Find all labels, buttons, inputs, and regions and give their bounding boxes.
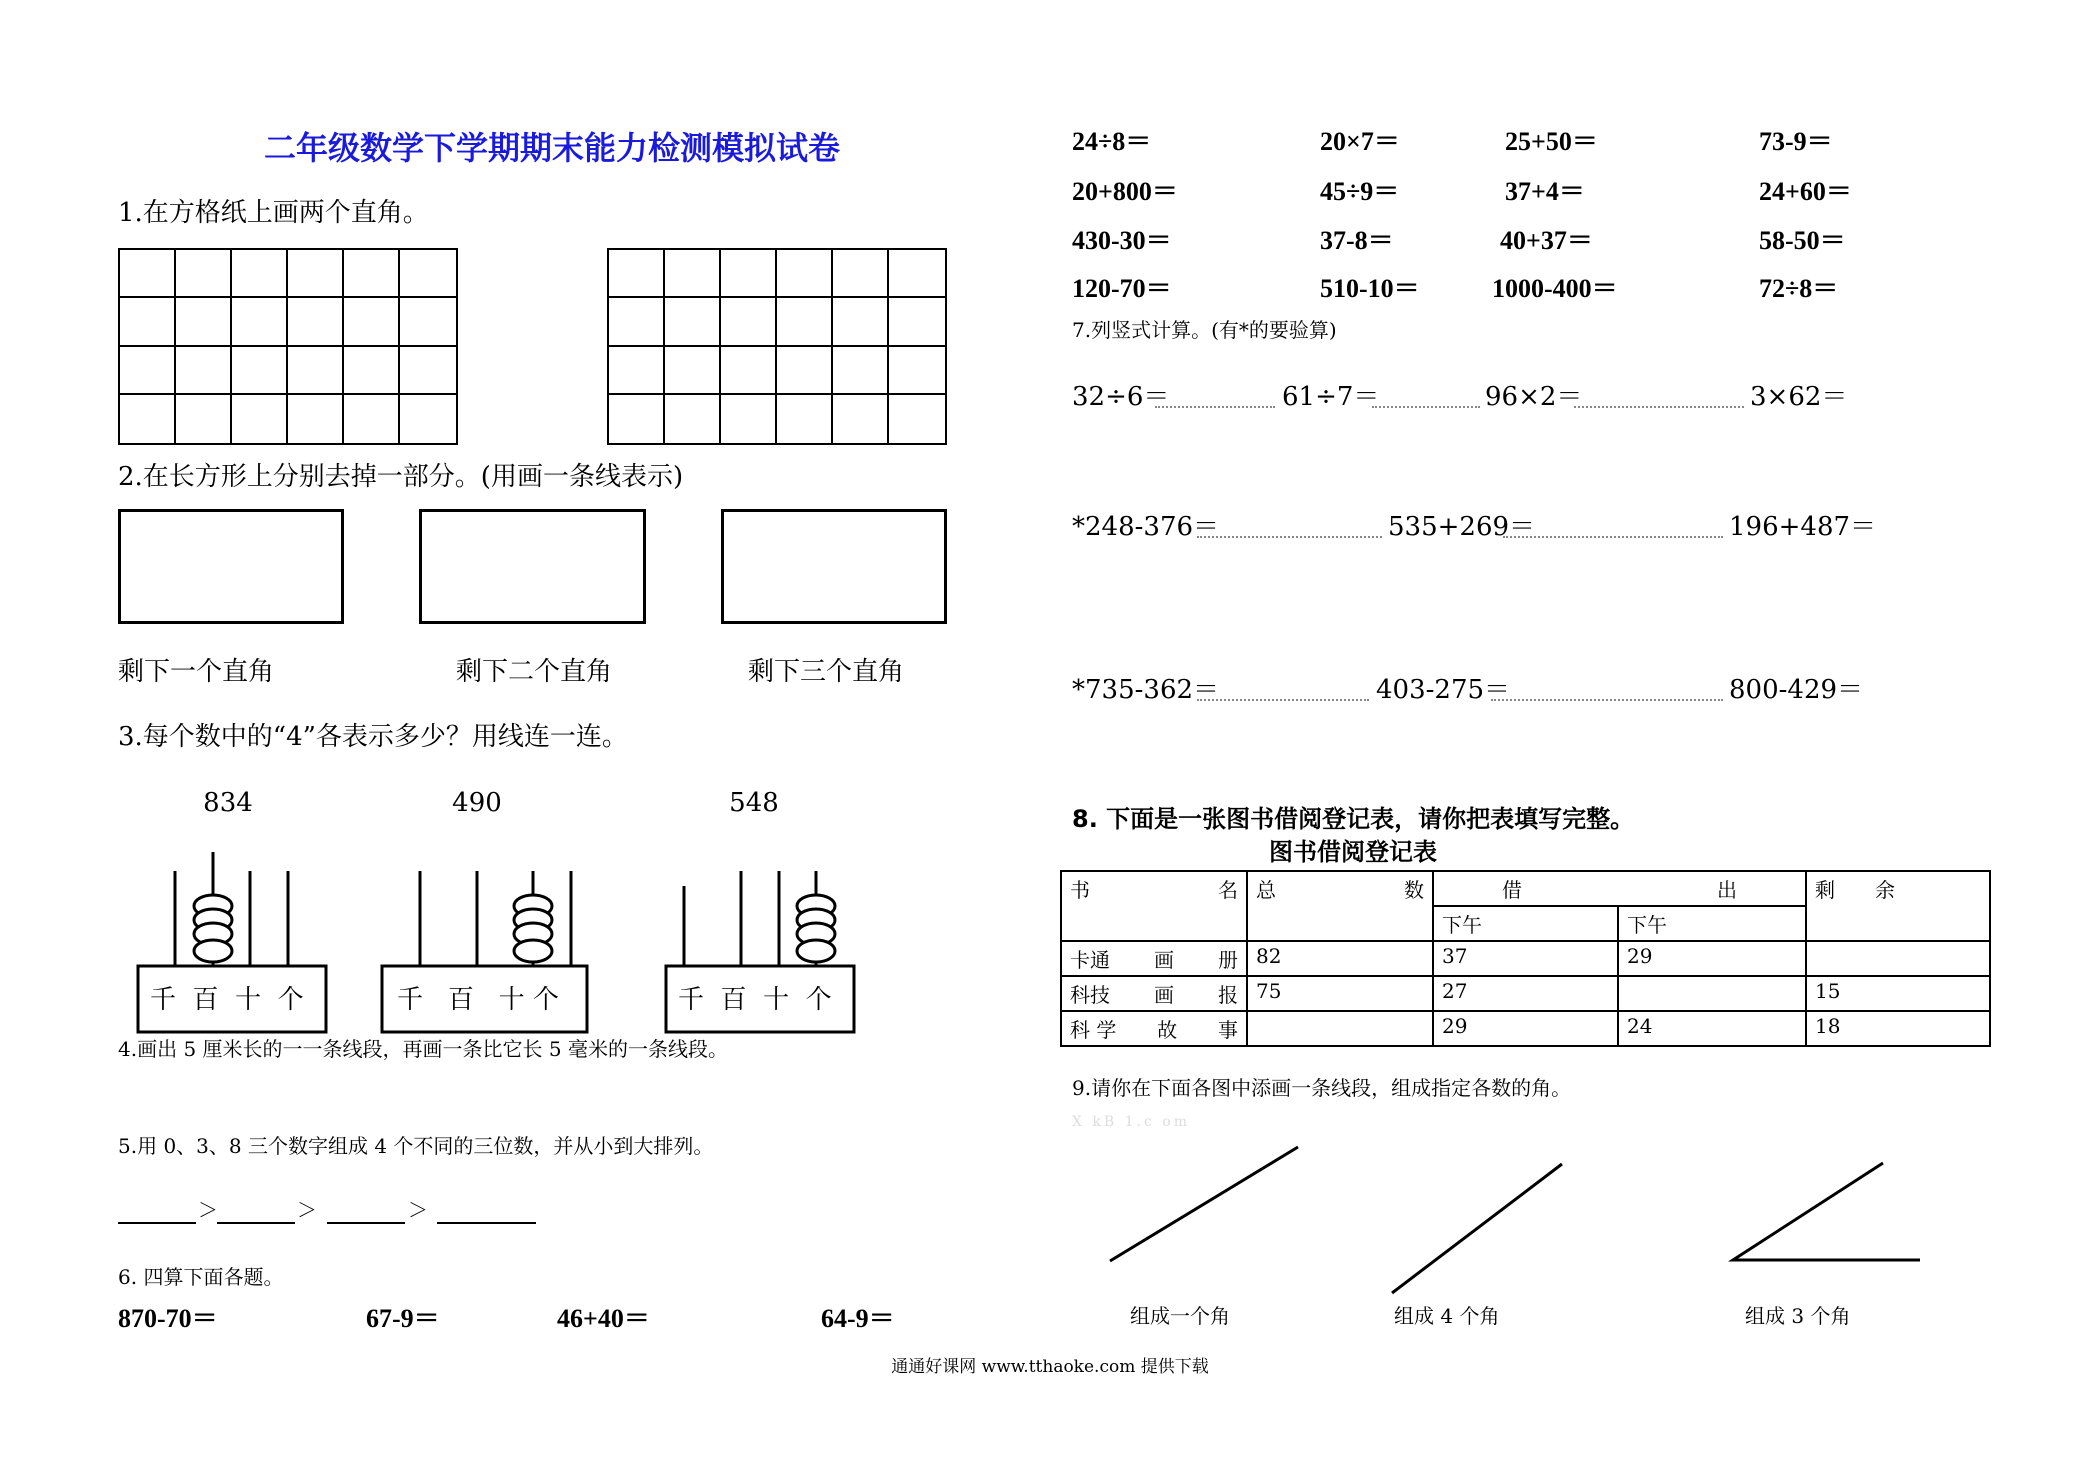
vertical-calc-item: *248-376＝ — [1072, 512, 1220, 542]
angle-label: 组成 4 个角 — [1394, 1304, 1500, 1328]
header-afternoon-1: 下午 — [1433, 906, 1618, 941]
place-tens: 十 — [763, 985, 790, 1015]
answer-blank[interactable] — [118, 1222, 196, 1224]
place-thousands: 千 — [678, 985, 705, 1015]
number-label: 834 — [203, 788, 253, 818]
calc-item: 1000-400＝ — [1492, 274, 1618, 303]
vertical-calc-item: 535+269＝ — [1388, 512, 1536, 542]
watermark: X kB 1.c om — [1072, 1114, 1190, 1130]
rectangle-label: 剩下三个直角 — [748, 657, 905, 687]
dotted-leader — [1503, 536, 1723, 538]
angle-figure-3 — [1733, 1163, 1920, 1260]
cell-borrow-2: 29 — [1618, 941, 1806, 976]
place-thousands: 千 — [397, 985, 424, 1015]
dotted-leader — [1155, 406, 1275, 408]
calc-item: 510-10＝ — [1320, 274, 1420, 303]
cell-remaining[interactable] — [1806, 941, 1990, 976]
header-afternoon-2: 下午 — [1618, 906, 1806, 941]
vertical-calc-item: 32÷6＝ — [1072, 382, 1170, 412]
arithmetic-item: 46+40＝ — [557, 1304, 650, 1333]
page-title: 二年级数学下学期期末能力检测模拟试卷 — [263, 129, 841, 167]
question-5: 5.用 0、3、8 三个数字组成 4 个不同的三位数，并从小到大排列。 — [118, 1134, 714, 1158]
vertical-calc-item: 3×62＝ — [1750, 382, 1848, 412]
greater-than-sign: ＞ — [297, 1198, 317, 1222]
vertical-calc-item: 403-275＝ — [1376, 675, 1511, 705]
calc-item: 73-9＝ — [1759, 127, 1833, 156]
cell-borrow-1: 29 — [1433, 1011, 1618, 1046]
greater-than-sign: ＞ — [198, 1198, 218, 1222]
table-row: 卡通 画 册 82 37 29 — [1061, 941, 1990, 976]
cell-total[interactable]: 82 — [1247, 941, 1433, 976]
table-row: 科 学 故 事 29 24 18 — [1061, 1011, 1990, 1046]
question-3: 3.每个数中的“4”各表示多少？用线连一连。 — [118, 722, 628, 752]
vertical-calc-item: 96×2＝ — [1485, 382, 1583, 412]
vertical-calc-item: *735-362＝ — [1072, 675, 1220, 705]
arithmetic-item: 870-70＝ — [118, 1304, 218, 1333]
calc-item: 20×7＝ — [1320, 127, 1400, 156]
cell-borrow-1: 37 — [1433, 941, 1618, 976]
rectangle-label: 剩下一个直角 — [118, 657, 275, 687]
answer-blank[interactable] — [217, 1222, 295, 1224]
calc-item: 45÷9＝ — [1320, 177, 1400, 206]
question-2: 2.在长方形上分别去掉一部分。(用画一条线表示) — [118, 462, 684, 492]
header-borrowed: 借 出 — [1433, 871, 1806, 906]
calc-item: 24+60＝ — [1759, 177, 1852, 206]
answer-blank[interactable] — [437, 1222, 536, 1224]
cell-borrow-2[interactable] — [1618, 976, 1806, 1011]
place-hundreds: 百 — [447, 985, 474, 1015]
question-9: 9.请你在下面各图中添画一条线段，组成指定各数的角。 — [1072, 1076, 1572, 1100]
cell-remaining: 15 — [1806, 976, 1990, 1011]
header-total: 总 数 — [1247, 871, 1433, 941]
cell-total: 75 — [1247, 976, 1433, 1011]
dotted-leader — [1574, 406, 1744, 408]
place-labels — [397, 987, 559, 1013]
calc-item: 58-50＝ — [1759, 226, 1846, 255]
calc-item: 24÷8＝ — [1072, 127, 1152, 156]
place-hundreds: 百 — [720, 985, 747, 1015]
header-book-name: 书 名 — [1061, 871, 1247, 941]
calc-item: 120-70＝ — [1072, 274, 1172, 303]
place-tens: 十 — [498, 985, 525, 1015]
calc-item: 430-30＝ — [1072, 226, 1172, 255]
cell-borrow-1: 27 — [1433, 976, 1618, 1011]
calc-item: 37-8＝ — [1320, 226, 1394, 255]
place-ones: 个 — [805, 985, 832, 1015]
calc-item: 20+800＝ — [1072, 177, 1178, 206]
table-row: 科技 画 报 75 27 15 — [1061, 976, 1990, 1011]
footer-credit: 通通好课网 www.tthaoke.com 提供下载 — [891, 1357, 1209, 1377]
place-labels — [678, 987, 832, 1013]
table-title: 图书借阅登记表 — [1269, 838, 1437, 866]
answer-blank[interactable] — [327, 1222, 405, 1224]
cell-remaining: 18 — [1806, 1011, 1990, 1046]
cell-total[interactable] — [1247, 1011, 1433, 1046]
calc-item: 37+4＝ — [1505, 177, 1585, 206]
dotted-leader — [1197, 536, 1382, 538]
angle-figure-1-line — [1110, 1147, 1298, 1261]
angle-figure-2-line — [1392, 1164, 1562, 1293]
place-hundreds: 百 — [192, 985, 219, 1015]
place-labels — [150, 987, 304, 1013]
dotted-leader — [1491, 699, 1723, 701]
place-thousands: 千 — [150, 985, 177, 1015]
arithmetic-item: 67-9＝ — [366, 1304, 440, 1333]
question-8: 8. 下面是一张图书借阅登记表，请你把表填写完整。 — [1072, 805, 1635, 833]
angle-label: 组成一个角 — [1130, 1304, 1230, 1328]
question-7: 7.列竖式计算。(有*的要验算) — [1072, 318, 1337, 342]
arithmetic-item: 64-9＝ — [821, 1304, 895, 1333]
place-ones: 个 — [277, 985, 304, 1015]
question-6: 6. 四算下面各题。 — [118, 1265, 284, 1289]
rectangle-label: 剩下二个直角 — [456, 657, 613, 687]
calc-item: 25+50＝ — [1505, 127, 1598, 156]
angle-label: 组成 3 个角 — [1745, 1304, 1851, 1328]
place-ones: 个 — [532, 985, 559, 1015]
number-label: 490 — [452, 788, 502, 818]
dotted-leader — [1372, 406, 1480, 408]
number-label: 548 — [729, 788, 779, 818]
question-1: 1.在方格纸上画两个直角。 — [118, 198, 429, 228]
vertical-calc-item: 800-429＝ — [1729, 675, 1864, 705]
dotted-leader — [1197, 699, 1369, 701]
header-remaining: 剩 余 — [1806, 871, 1990, 941]
vertical-calc-item: 61÷7＝ — [1282, 382, 1380, 412]
question-4: 4.画出 5 厘米长的一一条线段，再画一条比它长 5 毫米的一条线段。 — [118, 1037, 728, 1061]
place-tens: 十 — [235, 985, 262, 1015]
calc-item: 72÷8＝ — [1759, 274, 1839, 303]
vertical-calc-item: 196+487＝ — [1729, 512, 1877, 542]
calc-item: 40+37＝ — [1500, 226, 1593, 255]
greater-than-sign: ＞ — [408, 1198, 428, 1222]
cell-borrow-2: 24 — [1618, 1011, 1806, 1046]
library-table — [1060, 870, 1991, 1047]
